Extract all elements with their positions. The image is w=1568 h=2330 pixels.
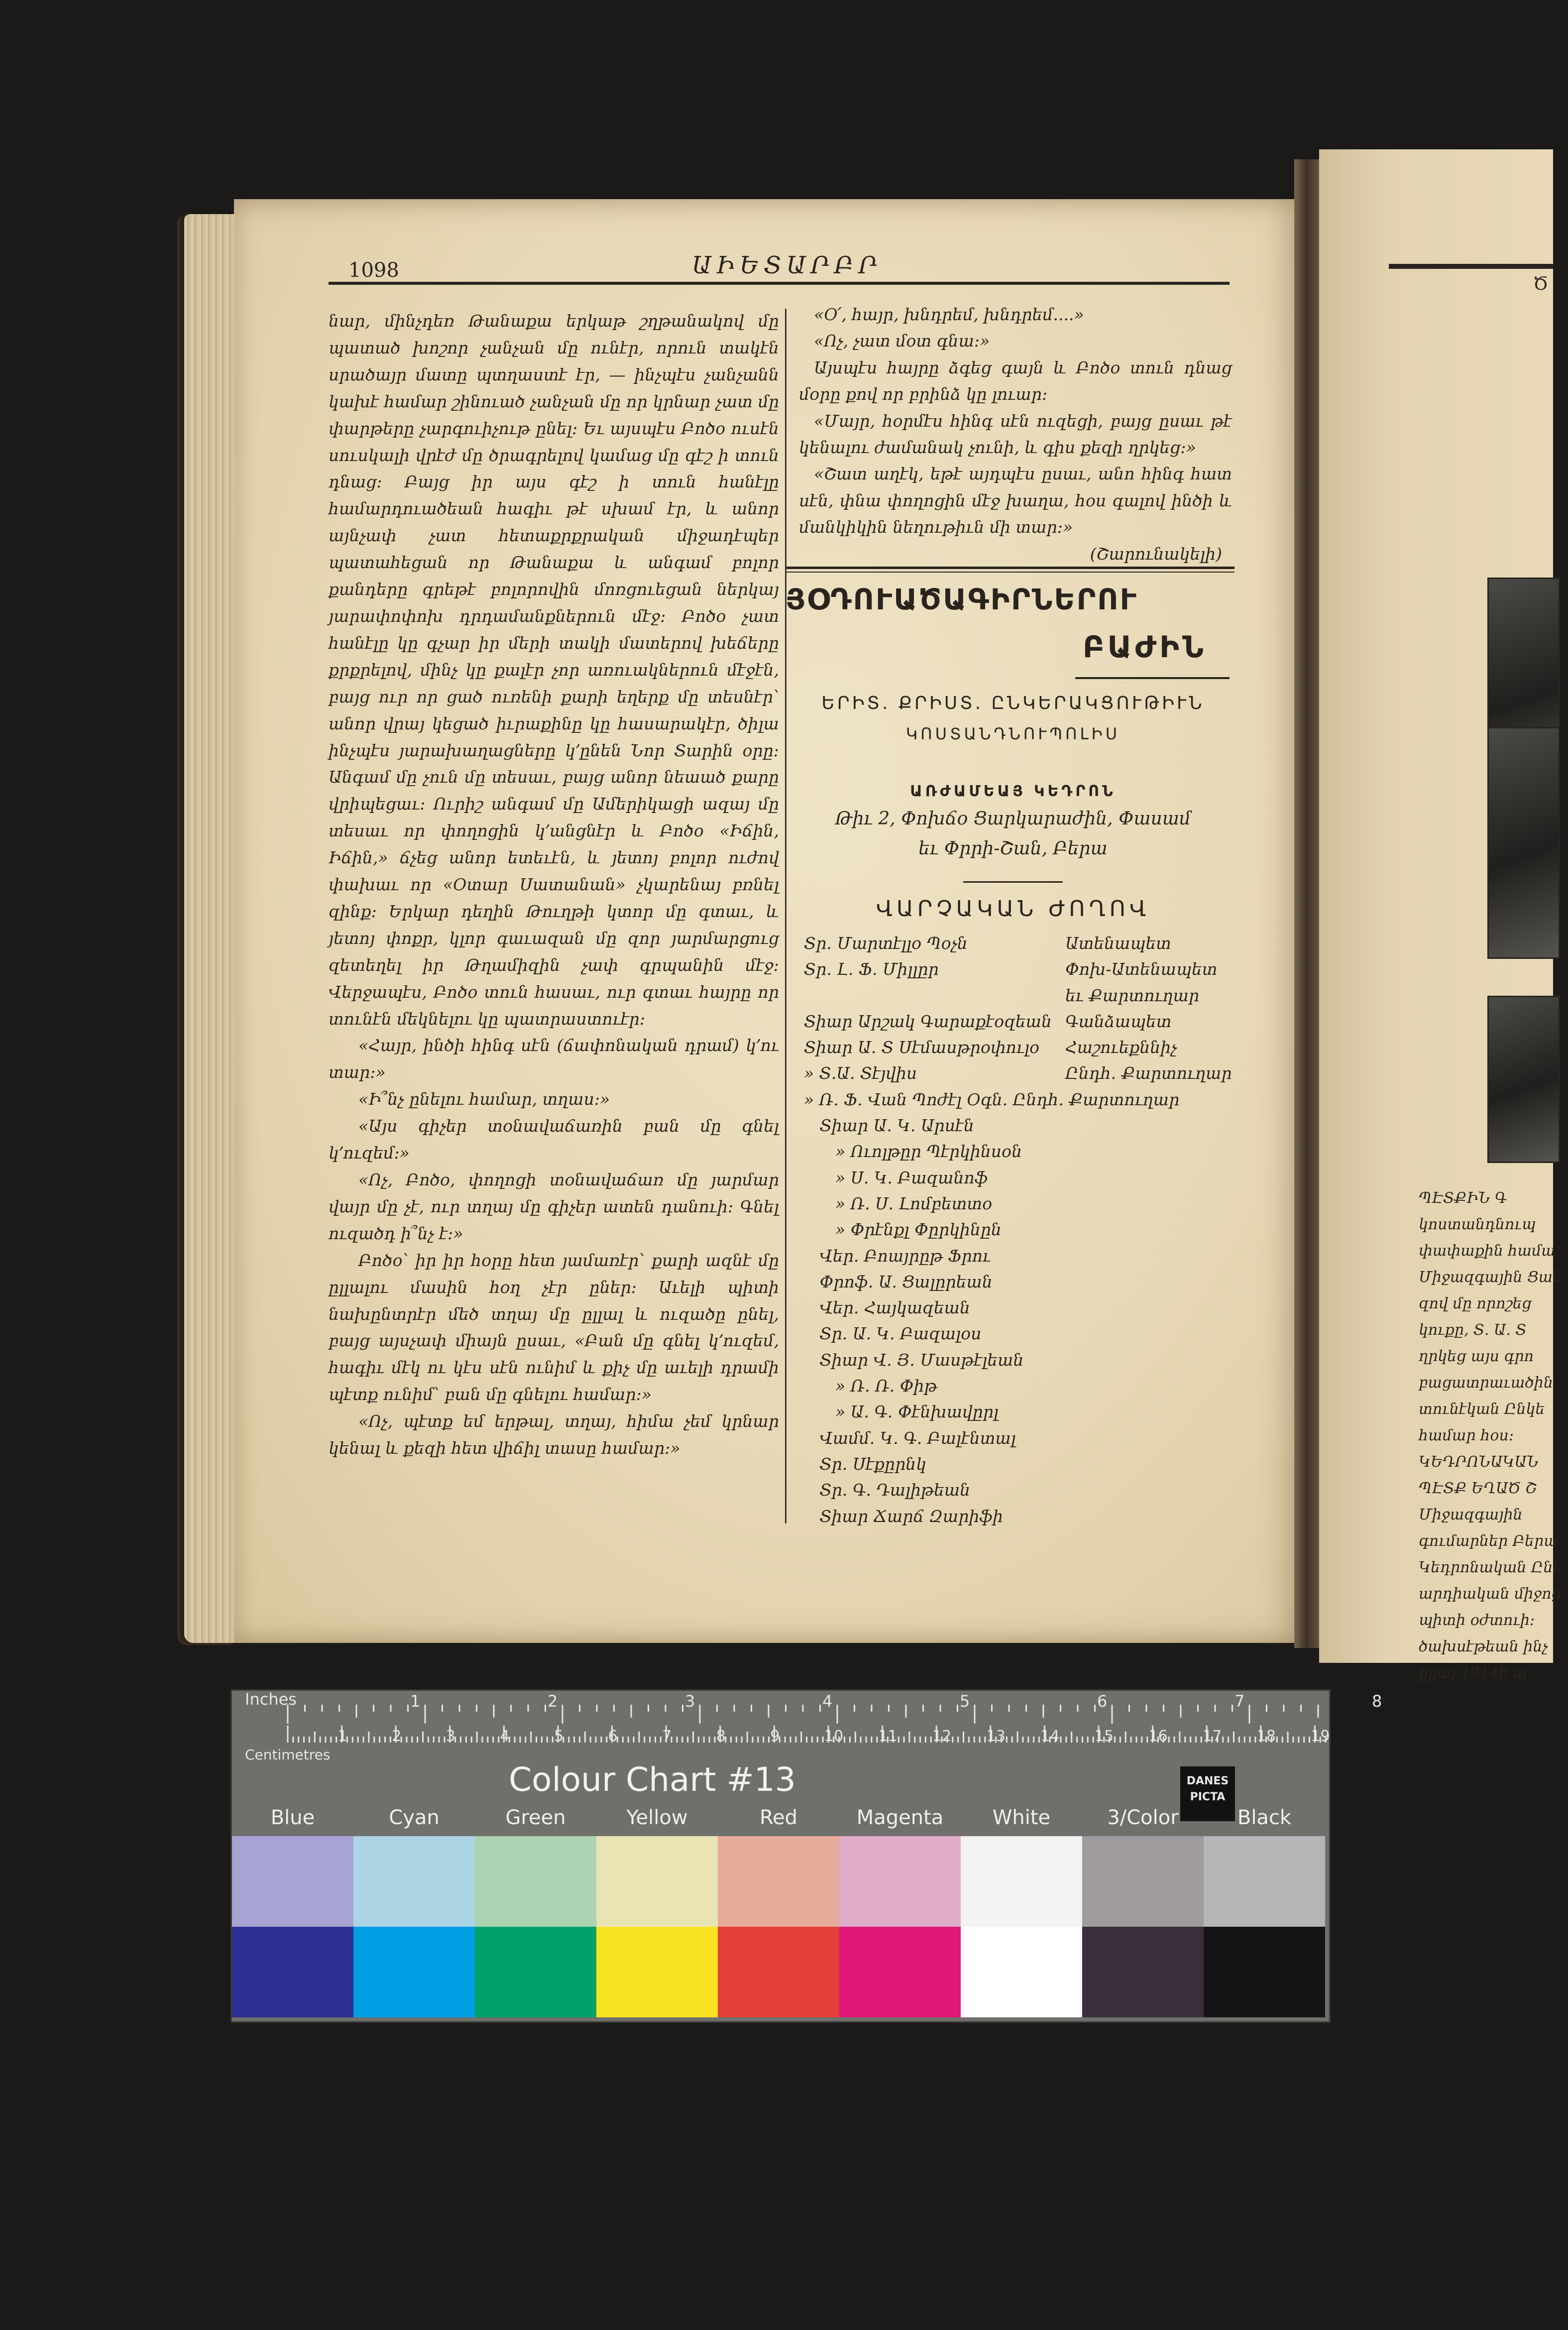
paragraph: Այսպէս հայրը ձգեց գայն և Բոծօ տուն դնաց մօրը քով որ բրինձ կը լուար։ (799, 357, 1232, 404)
colour-label: Green (505, 1806, 566, 1829)
inches-label: Inches (245, 1690, 297, 1709)
member-name: Տր. Մարտէլլօ Պօչն (804, 933, 968, 953)
swatch-light (1082, 1836, 1204, 1927)
page-number: 1098 (348, 259, 399, 282)
cm-number: 2 (392, 1728, 402, 1745)
right-column-story (799, 301, 1232, 567)
member-role: Փոխ-Ատենապետ (1065, 959, 1218, 979)
colour-label: 3/Color (1107, 1806, 1179, 1829)
colour-chart (230, 1689, 1382, 2023)
paragraph: նար, մինչդեռ Թանաքա երկաթ շղթանակով մը պատած խոշոր չանչան մը ունէր, որուն տակէն սրածայր մատը պտղաստէ էր, — ինչպէս չանչանն կախէ համար շինուած չանչան մը որ կրնար չատ մը փարթերը չարգուիչութ ընել։ Եւ այսպէս Բոծօ ուսէն սուսկալի վրէժ մը ծրագրելով կամաց մը գէշ ի տուն դնաց։ Բայց իր այս գէշ ի տուն հանէլը համարդուածեան հագիւ թէ սխամ էր, և անոր այնչափ չատ հետաքրքրական միջադէպեր պատահեցան որ Թանաքա և անգամ բոլոր քանդերը գրեթէ բոլորովին մոռցուեցան ներկայ յարափոփոխ դրդամանքներուն մէջ։ Բոծօ չատ հանէլը կը գչար իր մերի տակի մատերով խեճերը քրքրելով, մինչ կը քալէր չոր առուակներուն մէջէն, բայց ուր որ ցած ուռենի քարի եղերք մը տեսնէր՝ անոր վրայ կեցած իւրաքինը կը հասարակէր, ծիլա ինչպէս յարախաղացները կ՚ընեն Նոր Տարին օրը։ Անգամ մը չուն մը տեսաւ, բայց անոր նեաած քարը վրիպեցաւ։ Ուրիշ անգամ մը Ամերիկացի ազայ մը տեսաւ որ փողոցին կ՚անցնէր և Բոծօ «Իճին, Իճին,» ճչեց անոր ետեւէն, և յետոյ բոլոր ուժով փախաւ որ «Օտար Սատանան» չկարենայ բռնել զինք։ Երկար դեղին Թուղթի կտոր մը գտաւ, և յետոյ փոքր, կլոր գաւազան մը զոր յարմարցուց զետեղել իր Թղամիզին չափ գրպանին մէջ։ Վերջապէս, Բոծօ տուն հասաւ, ուր գտաւ հայրը որ տունէն մեկնելու կը պատրաստուէր։ (329, 311, 779, 1029)
member-row (804, 1243, 1237, 1269)
cm-number: 9 (770, 1728, 780, 1745)
member-row (804, 1477, 1237, 1503)
book-page-edges (184, 214, 239, 1643)
swatch-light (353, 1836, 475, 1927)
colour-label: Blue (270, 1806, 315, 1829)
member-row (804, 1035, 1237, 1060)
city-name: ԿՈՍՏԱՆԴՆՈՒՊՈԼԻՍ (905, 724, 1120, 743)
member-row (804, 1373, 1237, 1399)
member-name: Տր. Լ. Ֆ. Միլլըր (804, 959, 939, 979)
swatch-light (1204, 1836, 1325, 1927)
swatch-light (839, 1836, 961, 1927)
member-row (804, 1269, 1237, 1295)
member-name: » Ռ. Ս. Լոմբետտօ (804, 1193, 993, 1213)
member-role: Ընդհ. Քարտուղար (1065, 1063, 1232, 1083)
chart-title: Colour Chart #13 (509, 1760, 796, 1799)
board-title: ՎԱՐՉԱԿԱՆ ԺՈՂՈՎ (876, 896, 1150, 922)
member-name: » Ռ. Ֆ. Վան Պոժէլ Օգն. Ընդհ. Քարտուղար (804, 1089, 1180, 1109)
member-row (804, 1113, 1237, 1139)
member-name: » Ռ. Ռ. Փիթ (804, 1376, 937, 1396)
member-name: » Ուոլթըր Պէրկինսօն (804, 1142, 1022, 1162)
colour-label: Magenta (856, 1806, 944, 1829)
member-name: Փրոֆ. Ա. Ցալըրեան (804, 1272, 993, 1291)
colour-labels (232, 1806, 1329, 1831)
member-row (804, 931, 1237, 956)
swatch-dark (1204, 1927, 1325, 2017)
book-page-right (1319, 149, 1563, 1682)
cm-number: 1 (337, 1728, 347, 1745)
inch-number: 2 (548, 1692, 558, 1711)
right-page-letter: Ծ (1533, 274, 1549, 294)
paragraph: «Ի՞նչ ընելու համար, տղաս։» (358, 1089, 610, 1109)
inch-number: 1 (410, 1692, 421, 1711)
member-name: » Փրէնքլ Փըրկինըն (804, 1220, 1002, 1240)
right-page-line: Միջազգային Ցան (1419, 1269, 1563, 1286)
member-name: Տիար Ճարճ Զարիֆի (804, 1506, 1004, 1526)
member-name: Տր. Ա. Կ. Բազալօս (804, 1324, 982, 1344)
member-role: Ատենապետ (1065, 933, 1171, 953)
member-row (804, 1425, 1237, 1451)
right-page-line: կոստանդնուպ (1419, 1216, 1536, 1233)
colour-swatches (232, 1836, 1329, 2023)
right-page-line: Կեդրոնական Ընե (1419, 1559, 1563, 1576)
member-name: Տիար Վ. Յ. Մասթէլեան (804, 1350, 1024, 1370)
member-row (804, 1399, 1237, 1425)
section-rule-top-thin (786, 572, 1234, 573)
right-page-line: համար հօս։ (1419, 1427, 1514, 1444)
cm-number: 13 (986, 1728, 1006, 1745)
inch-number: 3 (685, 1692, 695, 1711)
swatch-dark (718, 1927, 839, 2017)
swatch-light (961, 1836, 1082, 1927)
center-label: ԱՌԺԱՄԵԱՅ ԿԵԴՐՈՆ (910, 783, 1116, 800)
member-row (804, 1191, 1237, 1217)
member-name: Տիար Ա. Տ Սէմասթրօփուլօ (804, 1038, 1040, 1057)
member-row (804, 1087, 1237, 1113)
colour-label: White (992, 1806, 1051, 1829)
member-row (804, 1217, 1237, 1243)
colour-label: Yellow (626, 1806, 688, 1829)
member-role: Գանձապետ (1065, 1011, 1172, 1031)
swatch-dark (596, 1927, 718, 2017)
address-line-2: եւ Փրրի-Շան, Բերա (918, 838, 1108, 859)
cm-number: 12 (932, 1728, 952, 1745)
section-title: ՅՕԴՈՒԱԾԱԳԻՐՆԵՐՈՒ (785, 582, 1138, 616)
inch-number: 8 (1372, 1692, 1382, 1711)
member-name: Վամմ. Կ. Գ. Բալէնտալ (804, 1428, 1016, 1448)
right-page-line: զով մը որոշեց (1419, 1295, 1532, 1312)
inch-number: 7 (1234, 1692, 1245, 1711)
ruler (232, 1690, 1382, 1765)
book-gutter (1294, 159, 1322, 1648)
member-name: Տր. Գ. Դալիթեան (804, 1480, 971, 1500)
inch-number: 4 (822, 1692, 833, 1711)
swatch-light (232, 1836, 353, 1927)
right-page-line: ՊԷՏՔ ԵՂԱԾ Շ (1419, 1480, 1537, 1497)
right-page-line: պիտի օժտուի։ (1419, 1612, 1535, 1629)
swatch-dark (839, 1927, 961, 2017)
member-name: » Ա. Գ. Փէնխավըրլ (804, 1402, 999, 1422)
swatch-dark (961, 1927, 1082, 2017)
right-page-line: ԿԵԴՐՈՆԱԿԱՆ (1419, 1453, 1539, 1471)
cm-number: 3 (446, 1728, 455, 1745)
paragraph: «Հայր, ինծի հինգ սէն (ճափոնական դրամ) կ՚ու տար։» (329, 1036, 779, 1082)
header-rule (329, 282, 1230, 285)
cm-number: 4 (500, 1728, 510, 1745)
right-page-line: գումարներ Բերա (1419, 1532, 1558, 1550)
colour-label: Cyan (389, 1806, 440, 1829)
cm-number: 17 (1203, 1728, 1222, 1745)
member-row (804, 1347, 1237, 1373)
member-row (804, 1321, 1237, 1347)
member-row (804, 1139, 1237, 1165)
member-name: » Տ.Ա. Տէյվիս (804, 1063, 917, 1083)
swatch-dark (232, 1927, 353, 2017)
right-page-line: ըլլալ 1914ի ա (1419, 1664, 1527, 1682)
swatch-dark (353, 1927, 475, 2017)
swatch-light (596, 1836, 718, 1927)
member-name: Վեր. Բոայրըթ Ֆրու (804, 1246, 991, 1266)
right-page-photo-2 (1487, 727, 1560, 959)
cm-number: 15 (1095, 1728, 1114, 1745)
member-name: Տիար Արշակ Գարաքէօզեան (804, 1011, 1052, 1031)
swatch-dark (1082, 1927, 1204, 2017)
right-page-line: Միջազգային (1419, 1506, 1523, 1523)
right-page-header-rule (1389, 264, 1553, 269)
swatch-dark (475, 1927, 596, 2017)
member-row (804, 956, 1237, 982)
cm-number: 6 (608, 1728, 618, 1745)
cm-number: 18 (1256, 1728, 1276, 1745)
right-page-line: ՊԷՏՔԻՆ Գ (1419, 1189, 1507, 1207)
inch-number: 6 (1097, 1692, 1108, 1711)
board-members-list (804, 931, 1237, 1529)
member-row (804, 1009, 1237, 1035)
continued-signature: (Շարունակելի) (1090, 544, 1222, 564)
cm-number: 8 (716, 1728, 726, 1745)
member-name: » Ս. Կ. Բազանոֆ (804, 1167, 988, 1187)
right-page-line: բացատրաւածին (1419, 1374, 1553, 1392)
right-page-line: կուքը, Տ. Ա. Տ (1419, 1321, 1527, 1339)
swatch-light (718, 1836, 839, 1927)
cm-number: 14 (1040, 1728, 1060, 1745)
member-name: Տր. Սէքըրնկ (804, 1454, 926, 1474)
member-row (804, 1451, 1237, 1477)
cm-number: 7 (662, 1728, 672, 1745)
right-page-text (1419, 1185, 1568, 1686)
member-row (804, 1060, 1237, 1086)
member-row (804, 1504, 1237, 1529)
inch-number: 5 (960, 1692, 970, 1711)
member-row (804, 983, 1237, 1009)
member-name: Վեր. Հայկազեան (804, 1298, 970, 1318)
paragraph: «Օ՛, հայր, խնդրեմ, խնդրեմ....» (814, 305, 1084, 324)
running-title: ԱԻԵՏԱՐԲՐ (692, 251, 882, 279)
centimetres-label: Centimetres (245, 1747, 331, 1763)
paragraph: «Ոչ, չատ մօտ գնա։» (814, 331, 990, 351)
right-page-line: արդիական միջոց (1419, 1585, 1562, 1603)
left-column-text (329, 308, 779, 1462)
cm-number: 10 (824, 1728, 844, 1745)
paragraph: «Ոչ, Բոծօ, փողոցի տօնավաճառ մը յարմար վայր մը չէ, ուր տղայ մը գիչեր ատեն դանուի։ Գնել ուզածդ ի՞նչ է։» (329, 1170, 779, 1243)
danes-picta-logo: DANES PICTA (1180, 1766, 1235, 1821)
swatch-light (475, 1836, 596, 1927)
right-page-line: ղրկեց այս գրո (1419, 1348, 1534, 1365)
organization-name: ԵՐԻՏ. ՔՐԻՍՏ. ԸՆԿԵՐԱԿՑՈՒԹԻՒՆ (821, 693, 1205, 713)
member-row (804, 1165, 1237, 1191)
section-rule-top (786, 567, 1234, 569)
cm-number: 5 (554, 1728, 564, 1745)
paragraph: «Շատ աղէկ, եթէ այդպէս ըսաւ, անո հինգ հատ սէն, փնա փողոցին մէջ խաղա, հօս գալով ինծի և մանկիկին նեղութիւն մի տար։» (799, 464, 1232, 537)
right-page-line: փափաքին համա (1419, 1242, 1556, 1260)
right-page-line: ծախսէթեան ինչ (1419, 1638, 1548, 1655)
title-underline (1075, 677, 1230, 679)
right-page-photo-3 (1487, 996, 1560, 1163)
member-row (804, 1295, 1237, 1321)
address-line-1: Թիւ 2, Փոխճօ Ցարկարաժին, Փասամ (835, 809, 1191, 829)
paragraph: «Ոչ, պէտք եմ երթալ, տղայ, հիմա չեմ կրնար կենալ և քեզի հետ վիճիլ տասը համար։» (329, 1411, 779, 1458)
cm-number: 19 (1311, 1728, 1330, 1745)
member-role: եւ Քարտուղար (1065, 985, 1200, 1005)
member-name: Տիար Ա. Կ. Արսէն (804, 1116, 974, 1136)
paragraph: Բոծօ՝ իր իր հօրը հետ յամառէր՝ քարի ազնէ մը ըլլալու մասին հօղ չէր ըներ։ Աւելի պիտի նախընտրէր մեծ տղայ մը ըլլալ և ուզածը ընել, բայց այսչափ միայն ըսաւ, «Բան մը գնել կ՚ուզեմ, հագիւ մէկ ու կէս սէն ունիմ և քիչ մը աւելի դրամի պէտք ունիմ՝ բան մը գնելու համար։» (329, 1250, 779, 1404)
colour-label: Black (1237, 1806, 1292, 1829)
section-subtitle: ԲԱԺԻՆ (1083, 630, 1207, 665)
paragraph: «Մայր, հօրմէս հինգ սէն ուզեցի, բայց ըսաւ թէ կենալու ժամանակ չունի, և գիս քեզի ղրկեց։» (799, 411, 1232, 458)
short-rule (963, 881, 1063, 883)
colour-label: Red (760, 1806, 797, 1829)
cm-number: 16 (1148, 1728, 1168, 1745)
member-role: Հաշուեքննիչ (1065, 1038, 1177, 1057)
cm-number: 11 (878, 1728, 897, 1745)
right-page-line: տունէկան Ընկե (1419, 1400, 1545, 1418)
paragraph: «Այս գիչեր տօնավաճառին բան մը գնել կ՚ուզեմ։» (329, 1116, 779, 1163)
